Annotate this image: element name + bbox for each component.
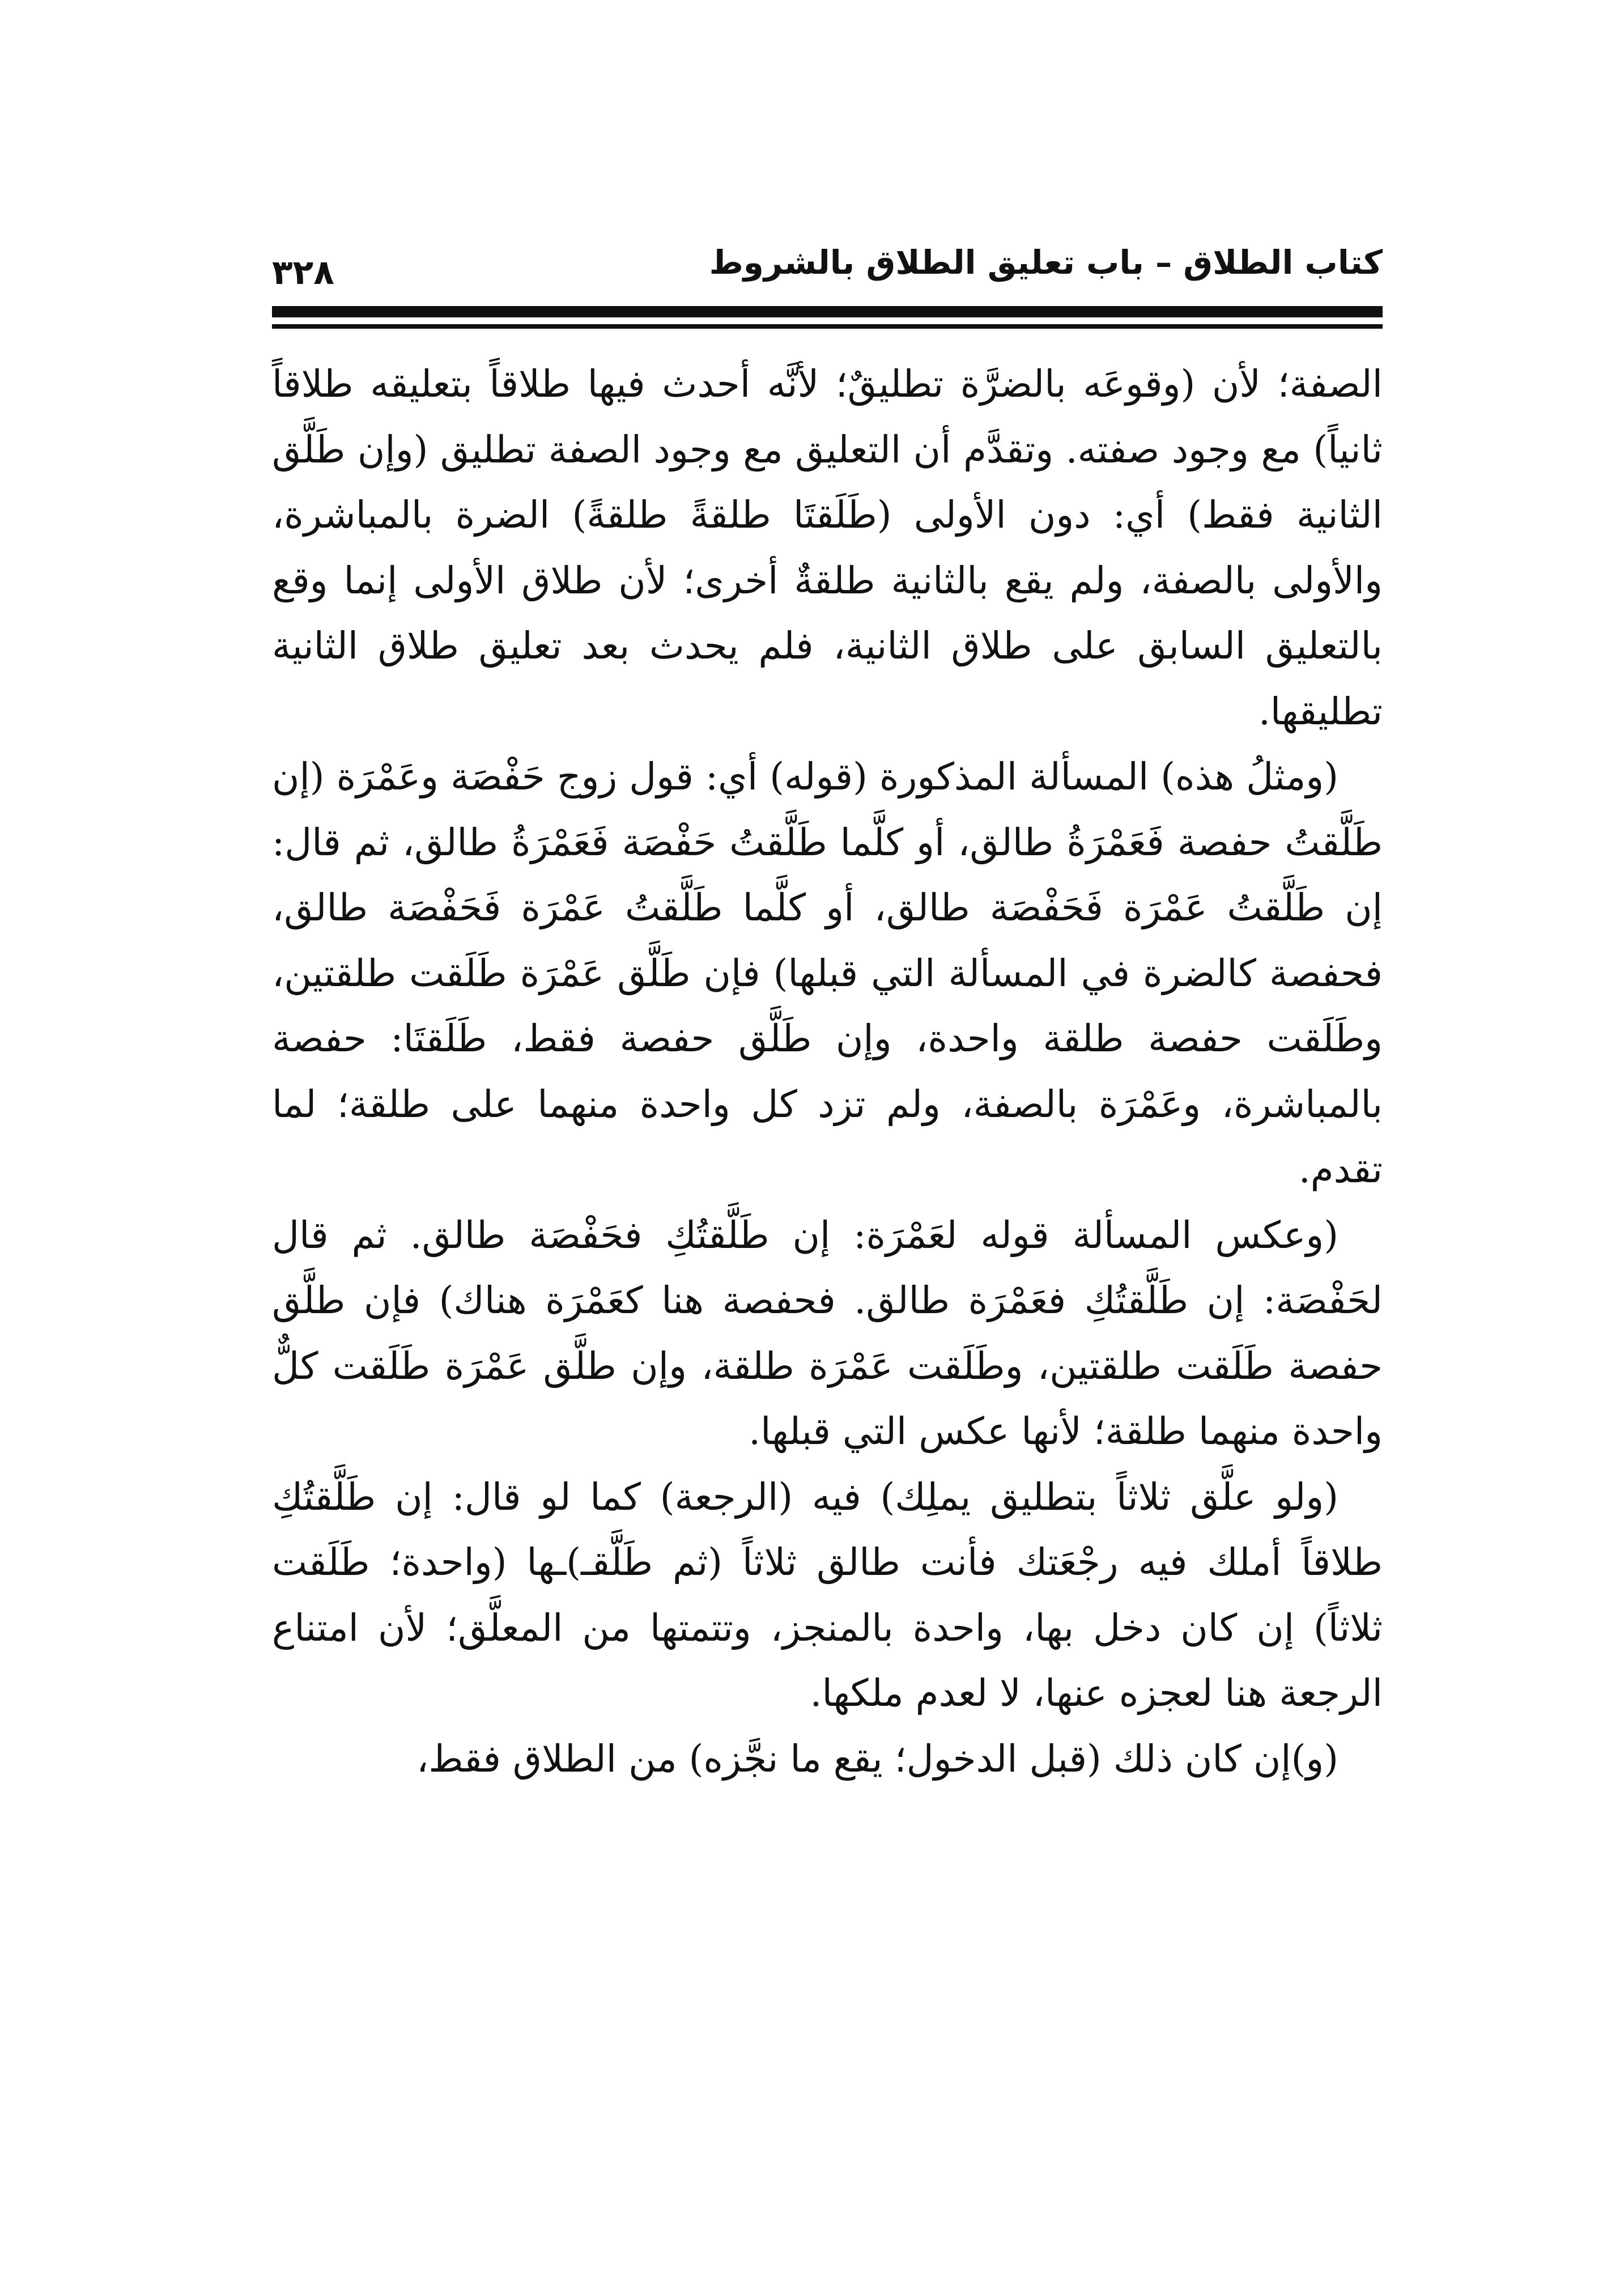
paragraph-2: (ومثلُ هذه) المسألة المذكورة (قوله) أي: قول زوج حَفْصَة وعَمْرَة (إن طَلَّقتُ حفصة فَعَمْرَةُ طالق، أو كلَّما طَلَّقتُ حَفْصَة فَعَمْرَةُ طالق، ثم قال: إن طَلَّقتُ عَمْرَة فَحَفْصَة طالق، أو كلَّما طَلَّقتُ عَمْرَة فَحَفْصَة طالق، فحفصة كالضرة في المسألة التي قبلها) فإن طَلَّق عَمْرَة طَلَقت طلقتين، وطَلَقت حفصة طلقة واحدة، وإن طَلَّق حفصة فقط، طَلَقتَا: حفصة بالمباشرة، وعَمْرَة بالصفة، ولم تزد كل واحدة منهما على طلقة؛ لما تقدم. <box>272 755 1383 1191</box>
paragraph-3: (وعكس المسألة قوله لعَمْرَة: إن طَلَّقتُكِ فحَفْصَة طالق. ثم قال لحَفْصَة: إن طَلَّقتُكِ فعَمْرَة طالق. فحفصة هنا كعَمْرَة هناك) فإن طلَّق حفصة طَلَقت طلقتين، وطَلَقت عَمْرَة طلقة، وإن طلَّق عَمْرَة طَلَقت كلٌّ واحدة منهما طلقة؛ لأنها عكس التي قبلها. <box>272 1213 1383 1453</box>
running-header <box>272 237 1383 305</box>
paragraph-4: (ولو علَّق ثلاثاً بتطليق يملِك) فيه (الرجعة) كما لو قال: إن طَلَّقتُكِ طلاقاً أملك فيه رجْعَتك فأنت طالق ثلاثاً (ثم طَلَّقـ)ـها (واحدة؛ طَلَقت ثلاثاً) إن كان دخل بها، واحدة بالمنجز، وتتمتها من المعلَّق؛ لأن امتناع الرجعة هنا لعجزه عنها، لا لعدم ملكها. <box>272 1475 1383 1715</box>
paragraph-1: الصفة؛ لأن (وقوعَه بالضرَّة تطليقٌ؛ لأنَّه أحدث فيها طلاقاً بتعليقه طلاقاً ثانياً) مع وجود صفته. وتقدَّم أن التعليق مع وجود الصفة تطليق (وإن طَلَّق الثانية فقط) أي: دون الأولى (طَلَقتَا طلقةً طلقةً) الضرة بالمباشرة، والأولى بالصفة، ولم يقع بالثانية طلقةٌ أخرى؛ لأن طلاق الأولى إنما وقع بالتعليق السابق على طلاق الثانية، فلم يحدث بعد تعليق طلاق الثانية تطليقها. <box>272 362 1383 733</box>
body-text <box>272 351 1383 1791</box>
header-rule <box>272 306 1383 336</box>
paragraph-5: (و)إن كان ذلك (قبل الدخول؛ يقع ما نجَّزه) من الطلاق فقط، <box>416 1736 1338 1781</box>
header-rule-thick-line <box>272 306 1383 317</box>
header-rule-thin-line <box>272 324 1383 329</box>
chapter-title: كتاب الطلاق – باب تعليق الطلاق بالشروط <box>709 243 1383 282</box>
page-number: ٣٢٨ <box>272 253 334 292</box>
